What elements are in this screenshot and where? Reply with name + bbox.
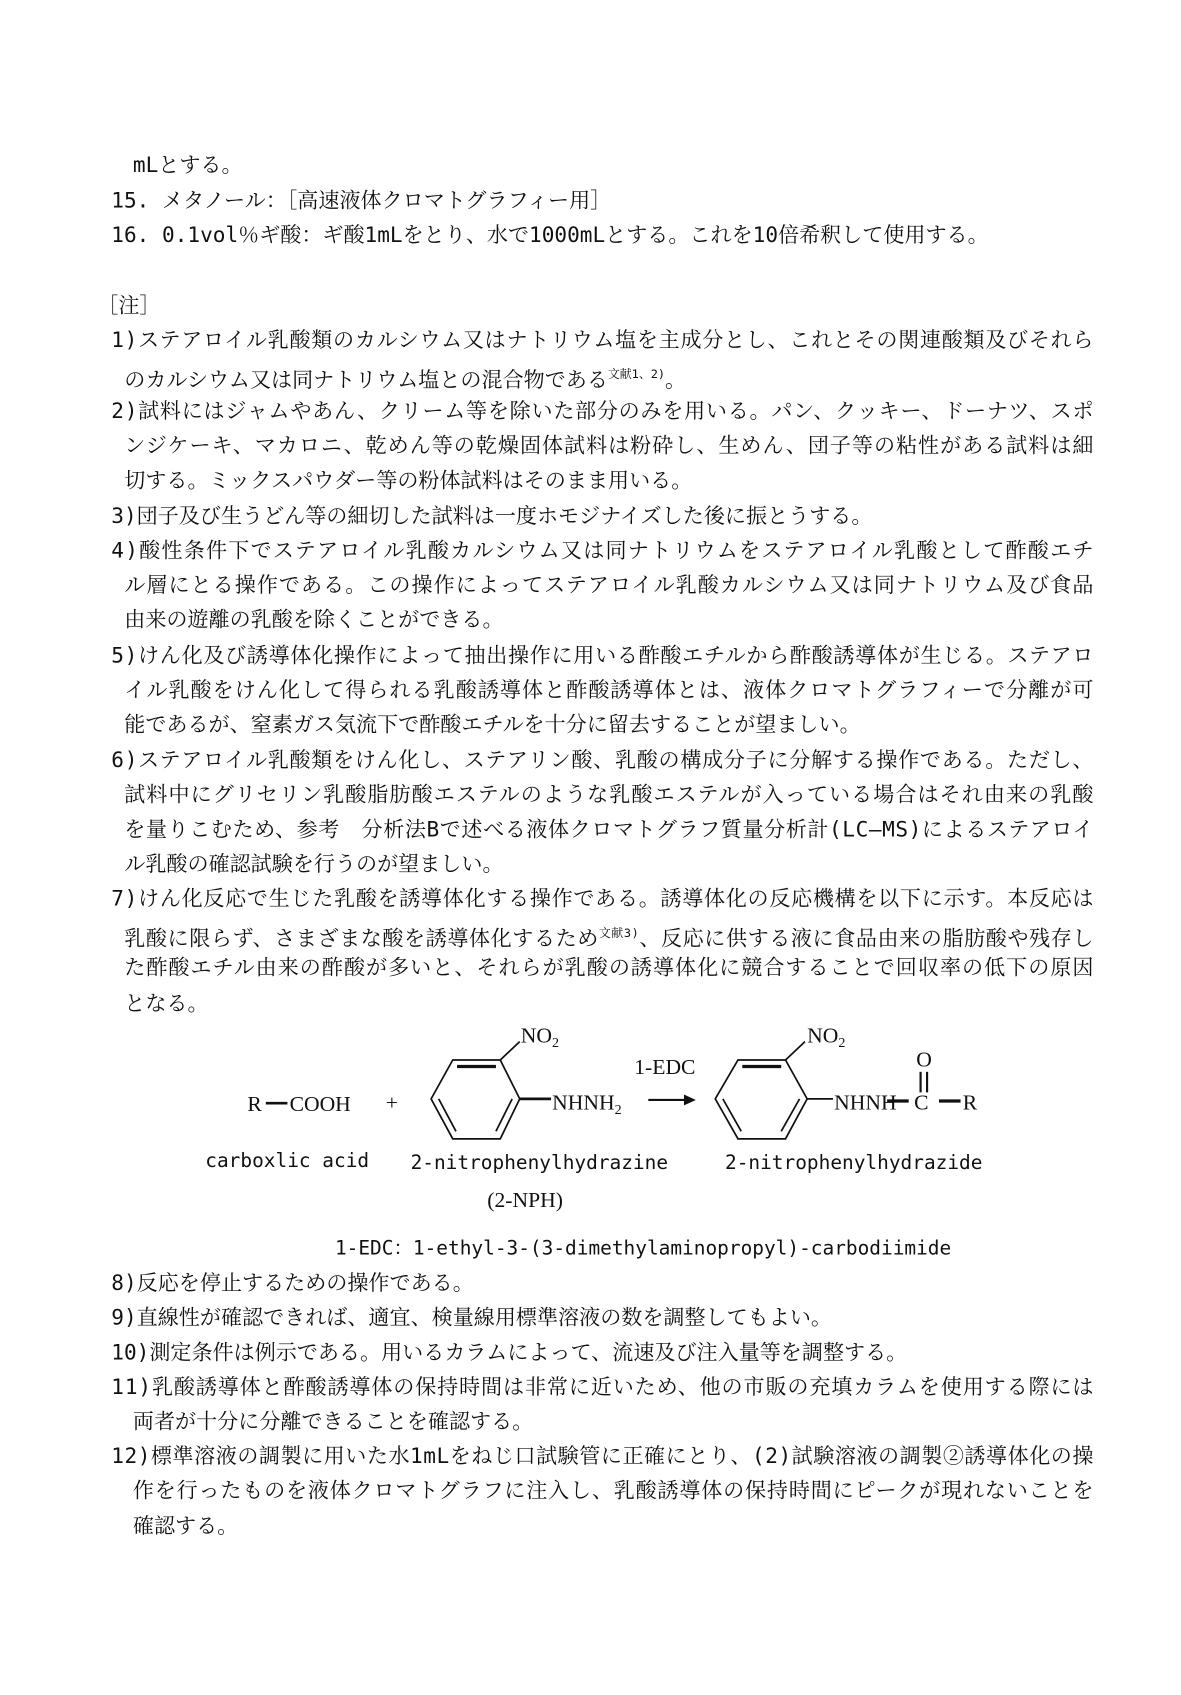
hydrazine-group: $NHNH_2$: [552, 1090, 622, 1118]
line-text: 15. メタノール：［高速液体クロマトグラフィー用］: [111, 188, 612, 213]
label-nitrophenylhydrazine: 2-nitrophenylhydrazine: [410, 1151, 669, 1175]
r-group: R: [247, 1091, 262, 1116]
line-text: 試料中にグリセリン乳酸脂肪酸エステルのような乳酸エステルが入っている場合はそれ由来の乳酸: [124, 782, 1095, 808]
line-text: 16. 0.1vol％ギ酸：ギ酸1mLをとり、水で1000mLとする。これを10倍希釈して使用する。: [111, 222, 989, 248]
line-text: 確認する。: [132, 1513, 239, 1539]
line-text: 4)酸性条件下でステアロイル乳酸カルシウム又は同ナトリウムをステアロイル乳酸として酢酸エチ: [111, 538, 1095, 563]
line-text: 10)測定条件は例示である。用いるカラムによって、流速及び注入量等を調整する。: [111, 1339, 908, 1365]
carbonyl-carbon: C: [914, 1090, 929, 1115]
benzene-ring: [715, 1060, 807, 1139]
line-text: を量りこむため、参考 分析法Bで述べる液体クロマトグラフ質量分析計(LC―MS)によるステアロイ: [124, 816, 1095, 842]
line-text: 6)ステアロイル乳酸類をけん化し、ステアリン酸、乳酸の構成分子に分解する操作である。ただし、: [111, 747, 1095, 773]
benzene-ring: [431, 1060, 520, 1139]
double-bond: [496, 1099, 512, 1131]
reagent-footnote: 1-EDC：1-ethyl-3-(3-dimethylaminopropyl)-carbodiimide: [334, 1236, 952, 1260]
cooh-group: COOH: [289, 1091, 351, 1116]
double-bond: [723, 1099, 741, 1131]
line-text: 3)団子及び生うどん等の細切した試料は一度ホモジナイズした後に振とうする。: [111, 503, 873, 529]
nitro-group: $NO_2$: [520, 1023, 560, 1052]
double-bond: [781, 1099, 799, 1131]
line-text: ル乳酸の確認試験を行うのが望ましい。: [124, 851, 504, 877]
reagent-label: 1-EDC: [634, 1055, 696, 1080]
bond: [786, 1042, 805, 1060]
line-text: 12)標準溶液の調製に用いた水1mLをねじ口試験管に正確にとり、(2)試験溶液の調製②誘導体化の操: [111, 1443, 1094, 1469]
line-text: 作を行ったものを液体クロマトグラフに注入し、乳酸誘導体の保持時間にピークが現れないことを: [132, 1478, 1095, 1503]
line-text: 8)反応を停止するための操作である。: [111, 1270, 474, 1296]
label-carboxylic-acid: carboxlic acid: [205, 1148, 370, 1172]
double-bond: [439, 1099, 456, 1131]
line-text: ル層にとる操作である。この操作によってステアロイル乳酸カルシウム又は同ナトリウム及び食品: [124, 572, 1095, 598]
line-text: 1)ステアロイル乳酸類のカルシウム又はナトリウム塩を主成分とし、これとその関連酸類及びそれら: [111, 327, 1095, 353]
line-text: 由来の遊離の乳酸を除くことができる。: [124, 607, 504, 633]
line-text: 5)けん化及び誘導体化操作によって抽出操作に用いる酢酸エチルから酢酸誘導体が生じる。ステアロ: [111, 642, 1095, 668]
reference-superscript: 文献3): [598, 925, 640, 941]
line-text: 切する。ミックスパウダー等の粉体試料はそのまま用いる。: [124, 467, 693, 493]
line-text: ［注］: [97, 292, 161, 318]
line-text: た酢酸エチル由来の酢酸が多いと、それらが乳酸の誘導体化に競合することで回収率の低下の原因: [124, 955, 1095, 981]
line-text: 2)試料にはジャムやあん、クリーム等を除いた部分のみを用いる。パン、クッキー、ドーナツ、スポ: [111, 398, 1095, 424]
carbonyl-oxygen: O: [916, 1047, 932, 1072]
plus-sign: +: [385, 1090, 398, 1115]
line-text: 乳酸に限らず、さまざまな酸を誘導体化するため: [124, 925, 599, 951]
line-text: ンジケーキ、マカロニ、乾めん等の乾燥固体試料は粉砕し、生めん、団子等の粘性がある試料は細: [124, 433, 1095, 459]
arrow-icon: [648, 1095, 696, 1106]
line-text: となる。: [124, 990, 209, 1016]
hydrazide-nhnh: NHNH: [834, 1090, 897, 1115]
line-text: のカルシウム又は同ナトリウム塩との混合物である: [124, 367, 608, 393]
line-text: 11)乳酸誘導体と酢酸誘導体の保持時間は非常に近いため、他の市販の充填カラムを使用する際には: [111, 1374, 1095, 1400]
line-text: イル乳酸をけん化して得られる乳酸誘導体と酢酸誘導体とは、液体クロマトグラフィーで分離が可: [124, 677, 1095, 703]
line-text-tail: 。: [665, 367, 687, 393]
label-2-nph: (2-NPH): [487, 1187, 563, 1212]
bond: [500, 1042, 519, 1060]
line-text: 7)けん化反応で生じた乳酸を誘導体化する操作である。誘導体化の反応機構を以下に示す。本反応は: [111, 886, 1095, 911]
nitro-group: $NO_2$: [807, 1023, 846, 1052]
line-text: 能であるが、窒素ガス気流下で酢酸エチルを十分に留去することが望ましい。: [124, 712, 861, 737]
nitrophenylhydrazine-structure: [431, 1042, 551, 1139]
line-text: 9)直線性が確認できれば、適宜、検量線用標準溶液の数を調整してもよい。: [111, 1305, 832, 1331]
reference-superscript: 文献1、2): [607, 367, 666, 382]
line-text: mLとする。: [132, 152, 243, 178]
line-text-tail: 、反応に供する液に食品由来の脂肪酸や残存し: [639, 925, 1095, 951]
carboxylic-acid: [247, 1092, 350, 1116]
label-nitrophenylhydrazide: 2-nitrophenylhydrazide: [725, 1151, 983, 1175]
line-text: 両者が十分に分離できることを確認する。: [132, 1408, 534, 1434]
product-r-group: R: [962, 1090, 978, 1115]
